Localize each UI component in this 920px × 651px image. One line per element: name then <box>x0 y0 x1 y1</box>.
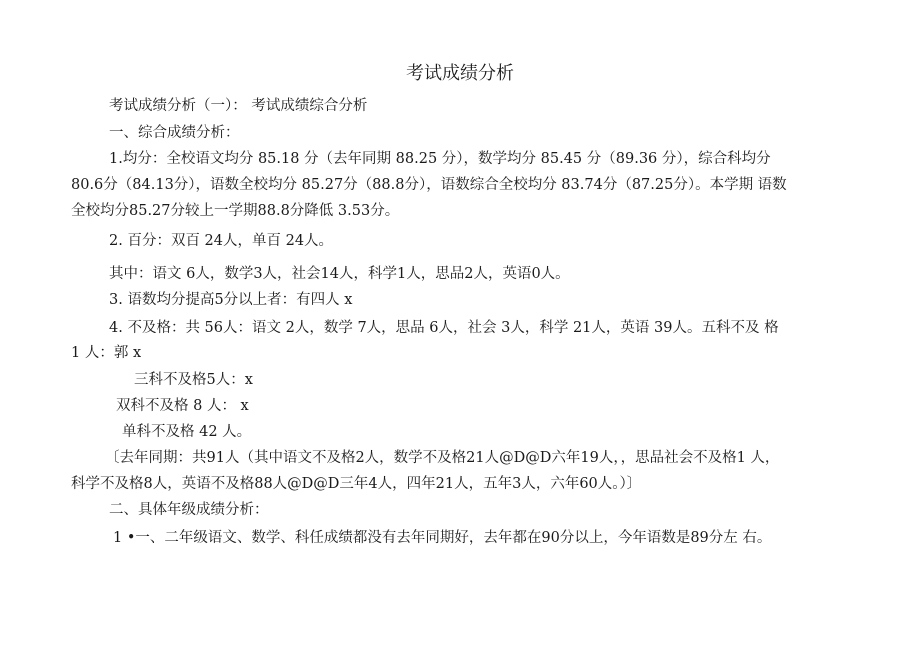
paragraph-line: 其中：语文 6人，数学3人，社会14人，科学1人，思品2人，英语0人。 <box>109 266 570 282</box>
document-title: 考试成绩分析 <box>406 63 514 84</box>
paragraph-line: 双科不及格 8 人： x <box>116 398 249 414</box>
paragraph-line: 1.均分：全校语文均分 85.18 分（去年同期 88.25 分），数学均分 85.45 分（89.36 分），综合科均分 <box>109 151 771 167</box>
section-heading-1: 一、综合成绩分析： <box>109 125 240 141</box>
paragraph-line: 单科不及格 42 人。 <box>122 424 252 440</box>
section-heading-2: 二、具体年级成绩分析： <box>109 502 269 518</box>
paragraph-line: 1 •一、二年级语文、数学、科任成绩都没有去年同期好，去年都在90分以上，今年语数是89分左 右。 <box>113 530 772 546</box>
subtitle-line: 考试成绩分析（一）： 考试成绩综合分析 <box>109 98 368 114</box>
paragraph-line: 科学不及格8人，英语不及格88人@D@D三年4人，四年21人，五年3人，六年60人。）〕 <box>71 476 642 492</box>
paragraph-line: 全校均分85.27分较上一学期88.8分降低 3.53分。 <box>71 203 400 219</box>
paragraph-line: 2. 百分：双百 24人，单百 24人。 <box>109 233 334 249</box>
paragraph-line: 80.6分（84.13分），语数全校均分 85.27分（88.8分），语数综合全校均分 83.74分（87.25分）。本学期 语数 <box>71 177 787 193</box>
paragraph-line: 〔去年同期：共91人（其中语文不及格2人，数学不及格21人@D@D六年19人，，思品社会不及格1 人， <box>105 450 780 466</box>
paragraph-line: 4. 不及格：共 56人：语文 2人，数学 7人，思品 6人，社会 3人，科学 21人，英语 39人。五科不及 格 <box>109 320 779 336</box>
paragraph-line: 三科不及格5人：x <box>134 372 253 388</box>
paragraph-line: 1 人：郭 x <box>71 345 142 361</box>
paragraph-line: 3. 语数均分提高5分以上者：有四人 x <box>109 292 353 308</box>
